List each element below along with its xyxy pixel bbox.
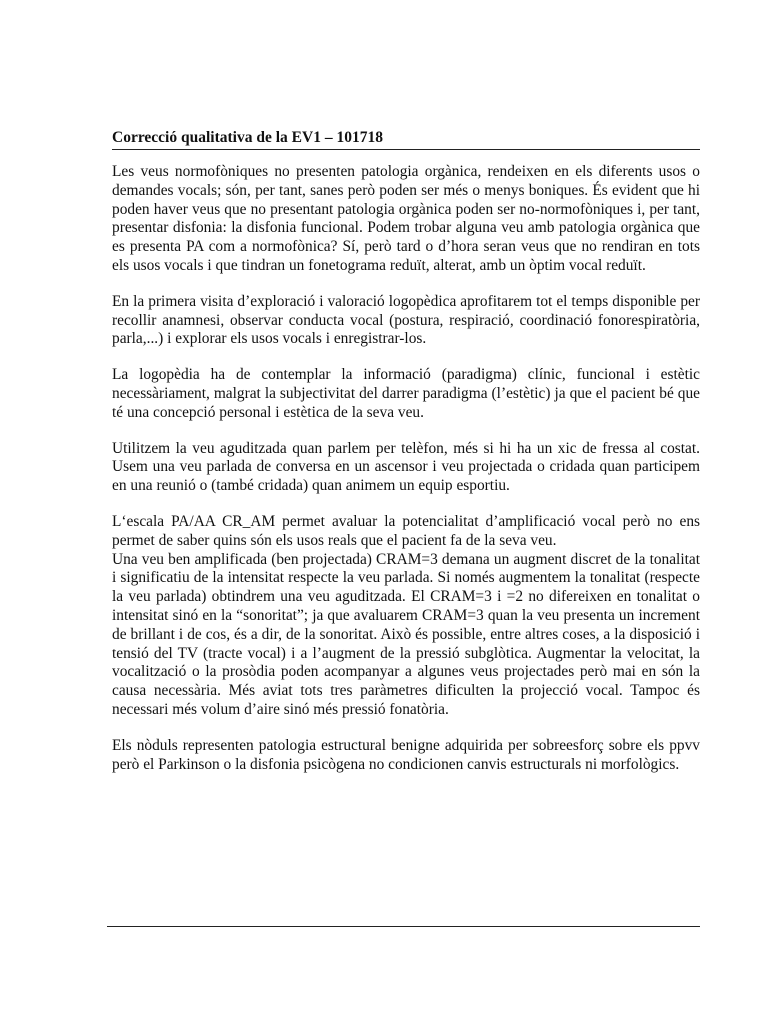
paragraph-amplified-voice: Una veu ben amplificada (ben projectada) CRAM=3 demana un augment discret de la tonalitat i significatiu de la intensitat respecte la veu parlada. Si només augmentem la tonalitat (respecte la veu parlada) obtindrem una veu aguditzada. El CRAM=3 i =2 no difereixen en tonalitat o intensitat sinó en la “sonoritat”; ja que avaluarem CRAM=3 quan la veu presenta un increment de brillant i de cos, és a dir, de la sonoritat. Això és possible, entre altres coses, a la disposició i tensió del TV (tracte vocal) i a l’augment de la pressió subglòtica. Augmentar la velocitat, la vocalització o la prosòdia poden acompanyar a algunes veus projectades però mai en són la causa necessària. Més aviat tots tres paràmetres dificulten la projecció vocal. Tampoc és necessari més volum d’aire sinó més pressió fonatòria. [112,550,700,718]
document-page [112,128,700,791]
paragraph-paradigm: La logopèdia ha de contemplar la informació (paradigma) clínic, funcional i estètic necessàriament, malgrat la subjectivitat del darrer paradigma (l’estètic) ja que el pacient bé que té una concepció personal i estètica de la seva veu. [112,366,700,421]
paragraph-nodules: Els nòduls representen patologia estructural benigne adquirida per sobreesforç sobre els ppvv però el Parkinson o la disfonia psicògena no condicionen canvis estructurals ni morfològics. [112,736,700,773]
paragraph-voice-uses: Utilitzem la veu aguditzada quan parlem per telèfon, més si hi ha un xic de fressa al costat. Usem una veu parlada de conversa en un ascensor i veu projectada o cridada quan participem en una reunió o (també cridada) quan animem un equip esportiu. [112,439,700,495]
paragraph-normophonic-voices: Les veus normofòniques no presenten patologia orgànica, rendeixen en els diferents usos o demandes vocals; són, per tant, sanes però poden ser més o menys boniques. És evident que hi poden haver veus que no presentant patologia orgànica poden ser no-normofòniques i, per tant, presentar disfonia: la disfonia funcional. Podem trobar alguna veu amb patologia orgànica que es presenta PA com a normofònica? Sí, però tard o d’hora seran veus que no rendiran en tots els usos vocals i que tindran un fonetograma reduït, alterat, amb un òptim vocal reduït. [112,163,700,274]
document-title: Correcció qualitativa de la EV1 – 101718 [112,128,700,150]
document-body [112,163,700,774]
footer-divider [107,926,700,927]
paragraph-cram-scale: L‘escala PA/AA CR_AM permet avaluar la potencialitat d’amplificació vocal però no ens permet de saber quins són els usos reals que el pacient fa de la seva veu. [112,512,700,549]
paragraph-first-visit: En la primera visita d’exploració i valoració logopèdica aprofitarem tot el temps disponible per recollir anamnesi, observar conducta vocal (postura, respiració, coordinació fonorespiratòria, parla,...) i explorar els usos vocals i enregistrar-los. [112,292,700,348]
